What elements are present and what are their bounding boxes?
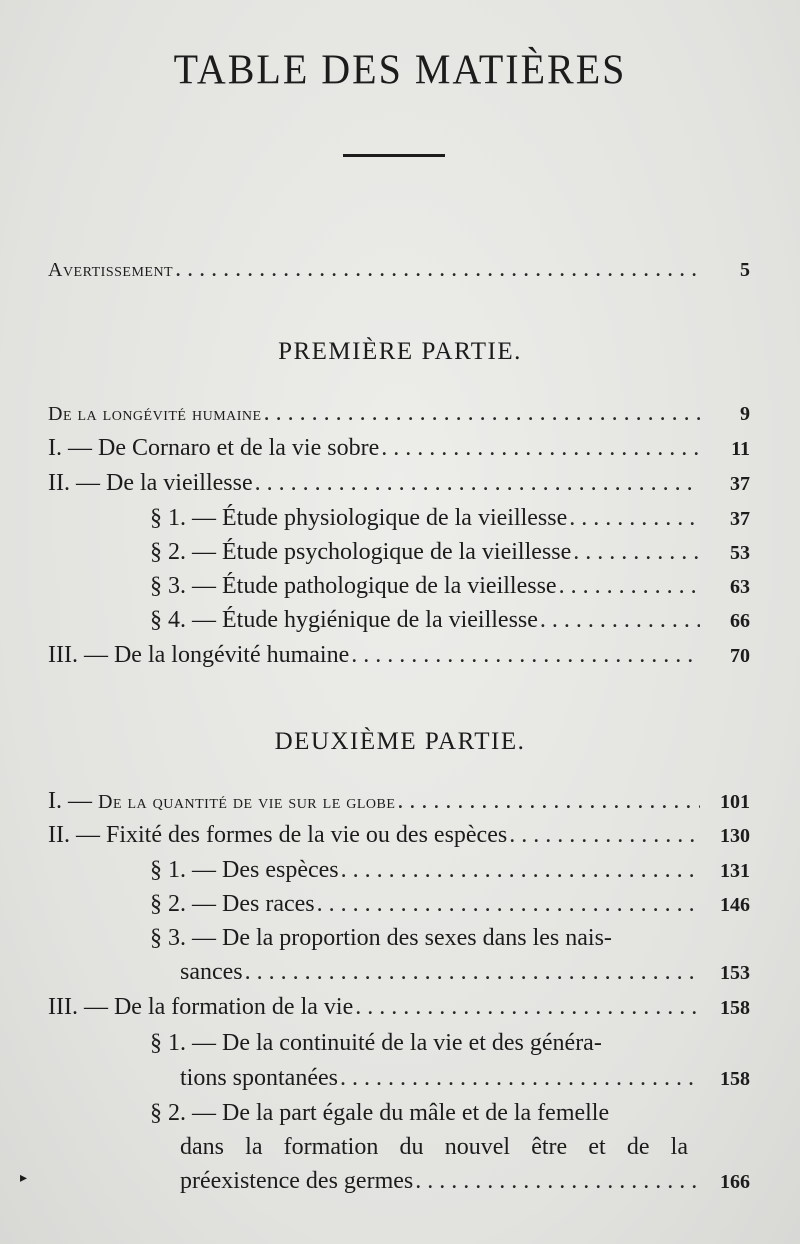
toc-entry-label: § 3. — Étude pathologique de la vieillesse xyxy=(150,573,557,599)
toc-entry xyxy=(150,501,750,535)
toc-entry-label: I. — De Cornaro et de la vie sobre xyxy=(48,435,380,461)
toc-page-number: 131 xyxy=(720,860,750,882)
toc-page-number: 158 xyxy=(720,997,750,1019)
page-title: TABLE DES MATIÈRES xyxy=(173,45,627,94)
toc-page-number: 158 xyxy=(720,1068,750,1090)
dot-leader xyxy=(255,466,700,500)
toc-entry-label: § 1. — Des espèces xyxy=(150,857,339,883)
dot-leader xyxy=(573,535,700,569)
part-heading-2: DEUXIÈME PARTIE. xyxy=(274,728,526,755)
toc-entry-label: De la longévité humaine xyxy=(48,403,262,425)
dot-leader xyxy=(559,569,700,603)
toc-entry-line: dans la formation du nouvel être et de la xyxy=(180,1134,688,1160)
toc-entry-label: II. — De la vieillesse xyxy=(48,470,253,496)
dot-leader xyxy=(540,603,700,637)
toc-entry xyxy=(150,603,750,637)
toc-entry xyxy=(48,431,750,465)
toc-page-number: 37 xyxy=(730,473,750,495)
dot-leader xyxy=(509,818,700,852)
toc-entry xyxy=(48,990,750,1024)
toc-page-number: 11 xyxy=(731,438,750,460)
dot-leader xyxy=(351,638,700,672)
toc-entry xyxy=(48,784,750,818)
toc-page-number: 166 xyxy=(720,1171,750,1193)
toc-entry xyxy=(180,1164,750,1198)
toc-page-number: 130 xyxy=(720,825,750,847)
dot-leader xyxy=(175,252,700,286)
toc-entry xyxy=(150,569,750,603)
dot-leader xyxy=(245,955,700,989)
toc-entry-label: III. — De la formation de la vie xyxy=(48,994,354,1020)
dot-leader xyxy=(381,431,700,465)
toc-entry-avertissement xyxy=(48,252,750,286)
dot-leader xyxy=(397,784,700,818)
part-heading-1: PREMIÈRE PARTIE. xyxy=(278,338,522,365)
toc-entry-line: § 2. — De la part égale du mâle et de la femelle xyxy=(150,1100,610,1126)
margin-mark: ▸ xyxy=(20,1170,28,1186)
toc-entry xyxy=(150,887,750,921)
toc-entry-label: tions spontanées xyxy=(180,1065,338,1091)
toc-entry-title: De la quantité de vie sur le globe xyxy=(98,791,396,813)
toc-page-number: 146 xyxy=(720,894,750,916)
toc-entry xyxy=(150,853,750,887)
toc-entry-label: préexistence des germes xyxy=(180,1168,414,1194)
toc-entry-label: § 2. — Étude psychologique de la vieillesse xyxy=(150,539,572,565)
dot-leader xyxy=(355,990,700,1024)
toc-entry-prefix: I. — xyxy=(48,788,98,814)
toc-page-number: 66 xyxy=(730,610,750,632)
dot-leader xyxy=(264,396,700,430)
toc-entry xyxy=(48,466,750,500)
dot-leader xyxy=(340,1061,700,1095)
toc-entry-label: § 1. — Étude physiologique de la vieillesse xyxy=(150,505,568,531)
toc-entry-label: Avertissement xyxy=(48,259,174,281)
toc-entry xyxy=(48,396,750,430)
dot-leader xyxy=(569,501,700,535)
toc-entry-line: § 3. — De la proportion des sexes dans les nais- xyxy=(150,925,612,951)
toc-page-number: 37 xyxy=(730,508,750,530)
toc-entry xyxy=(180,1061,750,1095)
title-rule xyxy=(343,154,445,157)
toc-page-number: 53 xyxy=(730,542,750,564)
toc-entry-label: III. — De la longévité humaine xyxy=(48,642,350,668)
dot-leader xyxy=(415,1164,700,1198)
toc-entry-label xyxy=(48,784,395,819)
toc-entry xyxy=(48,638,750,672)
toc-entry-label: II. — Fixité des formes de la vie ou des espèces xyxy=(48,822,508,848)
toc-page-number: 63 xyxy=(730,576,750,598)
dot-leader xyxy=(341,853,700,887)
toc-page-number: 5 xyxy=(740,259,750,281)
toc-entry-label: § 4. — Étude hygiénique de la vieillesse xyxy=(150,607,538,633)
toc-entry-label: § 2. — Des races xyxy=(150,891,315,917)
toc-page-number: 153 xyxy=(720,962,750,984)
toc-page-number: 9 xyxy=(740,403,750,425)
toc-entry-label: sances xyxy=(180,959,243,985)
toc-entry xyxy=(48,818,750,852)
toc-page-number: 101 xyxy=(720,791,750,813)
toc-entry xyxy=(150,535,750,569)
toc-entry-line: § 1. — De la continuité de la vie et des généra- xyxy=(150,1030,602,1056)
toc-page-number: 70 xyxy=(730,645,750,667)
toc-entry xyxy=(180,955,750,989)
dot-leader xyxy=(317,887,700,921)
